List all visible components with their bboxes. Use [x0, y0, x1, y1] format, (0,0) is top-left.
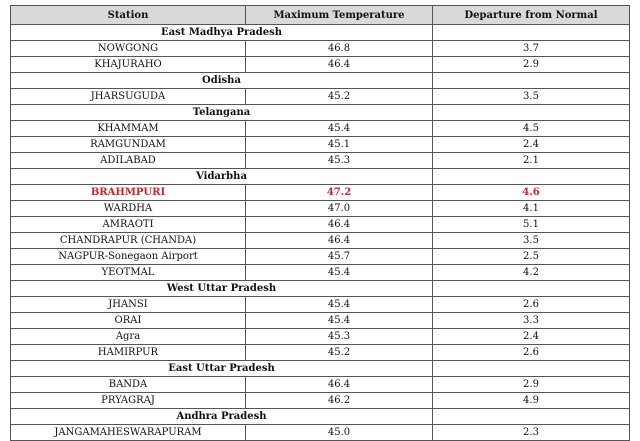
max-temperature-cell: 45.4 — [246, 265, 433, 281]
departure-cell: 4.5 — [433, 121, 630, 137]
departure-cell: 4.2 — [433, 265, 630, 281]
station-row — [11, 329, 630, 345]
region-row — [11, 361, 630, 377]
region-empty-cell — [433, 409, 630, 425]
station-row — [11, 345, 630, 361]
region-name: Vidarbha — [11, 169, 433, 185]
max-temperature-cell: 45.3 — [246, 329, 433, 345]
departure-cell: 2.9 — [433, 377, 630, 393]
departure-header: Departure from Normal — [433, 6, 630, 25]
station-row — [11, 297, 630, 313]
station-name: JANGAMAHESWARAPURAM — [11, 425, 246, 441]
station-name: ADILABAD — [11, 153, 246, 169]
station-row — [11, 217, 630, 233]
region-name: East Uttar Pradesh — [11, 361, 433, 377]
station-name: NAGPUR-Sonegaon Airport — [11, 249, 246, 265]
departure-cell: 2.6 — [433, 345, 630, 361]
max-temperature-cell: 45.4 — [246, 121, 433, 137]
region-name: Telangana — [11, 105, 433, 121]
max-temperature-cell: 46.4 — [246, 233, 433, 249]
station-name: BANDA — [11, 377, 246, 393]
station-name: AMRAOTI — [11, 217, 246, 233]
departure-cell: 2.3 — [433, 425, 630, 441]
station-row — [11, 41, 630, 57]
station-name: YEOTMAL — [11, 265, 246, 281]
max-temperature-cell: 46.4 — [246, 57, 433, 73]
region-row — [11, 73, 630, 89]
departure-cell: 2.5 — [433, 249, 630, 265]
region-name: East Madhya Pradesh — [11, 25, 433, 41]
station-name: JHANSI — [11, 297, 246, 313]
station-name: KHAMMAM — [11, 121, 246, 137]
station-row — [11, 89, 630, 105]
region-empty-cell — [433, 73, 630, 89]
region-empty-cell — [433, 25, 630, 41]
station-name: Agra — [11, 329, 246, 345]
station-name: ORAI — [11, 313, 246, 329]
station-row — [11, 121, 630, 137]
station-name: NOWGONG — [11, 41, 246, 57]
max-temperature-cell: 46.2 — [246, 393, 433, 409]
station-name: WARDHA — [11, 201, 246, 217]
station-name: KHAJURAHO — [11, 57, 246, 73]
max-temperature-header: Maximum Temperature — [246, 6, 433, 25]
station-name: JHARSUGUDA — [11, 89, 246, 105]
station-row — [11, 377, 630, 393]
region-empty-cell — [433, 169, 630, 185]
region-row — [11, 25, 630, 41]
max-temperature-cell: 46.4 — [246, 217, 433, 233]
departure-cell: 3.7 — [433, 41, 630, 57]
region-name: West Uttar Pradesh — [11, 281, 433, 297]
header-row — [11, 6, 630, 25]
station-row — [11, 137, 630, 153]
departure-cell: 3.3 — [433, 313, 630, 329]
max-temperature-cell: 45.2 — [246, 345, 433, 361]
departure-cell: 4.1 — [433, 201, 630, 217]
region-row — [11, 169, 630, 185]
station-header: Station — [11, 6, 246, 25]
max-temperature-cell: 45.0 — [246, 425, 433, 441]
station-row — [11, 153, 630, 169]
region-name: Andhra Pradesh — [11, 409, 433, 425]
station-row — [11, 313, 630, 329]
max-temperature-cell: 45.2 — [246, 89, 433, 105]
temperature-table — [10, 5, 630, 441]
max-temperature-cell: 45.1 — [246, 137, 433, 153]
station-row — [11, 425, 630, 441]
max-temperature-cell: 46.8 — [246, 41, 433, 57]
departure-cell: 2.9 — [433, 57, 630, 73]
region-empty-cell — [433, 281, 630, 297]
region-name: Odisha — [11, 73, 433, 89]
max-temperature-cell: 47.2 — [246, 185, 433, 201]
station-name: PRYAGRAJ — [11, 393, 246, 409]
departure-cell: 3.5 — [433, 233, 630, 249]
max-temperature-cell: 45.4 — [246, 297, 433, 313]
station-row — [11, 57, 630, 73]
region-empty-cell — [433, 361, 630, 377]
region-empty-cell — [433, 105, 630, 121]
departure-cell: 2.4 — [433, 329, 630, 345]
station-name: HAMIRPUR — [11, 345, 246, 361]
station-row — [11, 185, 630, 201]
departure-cell: 2.1 — [433, 153, 630, 169]
station-row — [11, 265, 630, 281]
departure-cell: 4.6 — [433, 185, 630, 201]
station-row — [11, 233, 630, 249]
departure-cell: 3.5 — [433, 89, 630, 105]
departure-cell: 4.9 — [433, 393, 630, 409]
station-name: BRAHMPURI — [11, 185, 246, 201]
max-temperature-cell: 45.3 — [246, 153, 433, 169]
max-temperature-cell: 45.4 — [246, 313, 433, 329]
region-row — [11, 281, 630, 297]
station-name: RAMGUNDAM — [11, 137, 246, 153]
region-row — [11, 105, 630, 121]
station-row — [11, 249, 630, 265]
station-row — [11, 393, 630, 409]
region-row — [11, 409, 630, 425]
departure-cell: 5.1 — [433, 217, 630, 233]
departure-cell: 2.4 — [433, 137, 630, 153]
max-temperature-cell: 45.7 — [246, 249, 433, 265]
station-name: CHANDRAPUR (CHANDA) — [11, 233, 246, 249]
station-row — [11, 201, 630, 217]
departure-cell: 2.6 — [433, 297, 630, 313]
max-temperature-cell: 47.0 — [246, 201, 433, 217]
max-temperature-cell: 46.4 — [246, 377, 433, 393]
